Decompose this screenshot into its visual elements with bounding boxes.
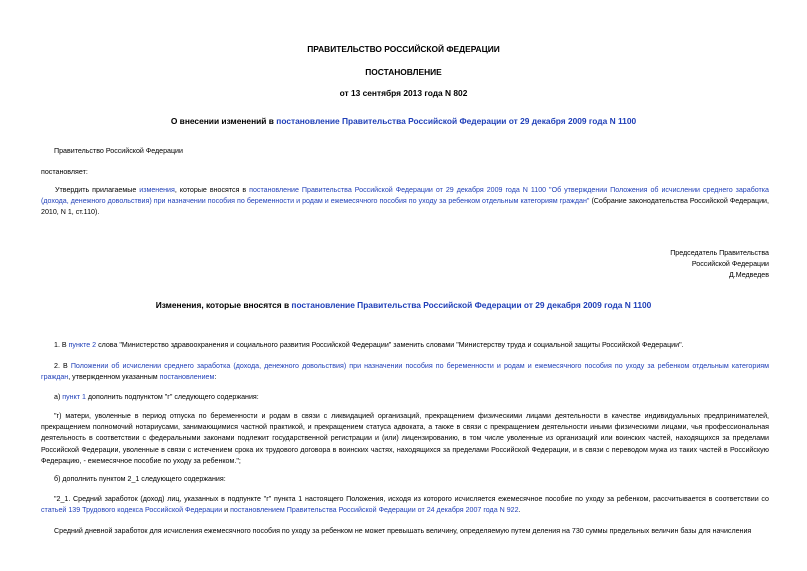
- item2-text-c: :: [214, 373, 217, 382]
- subpoint-g-text: "г) матери, уволенные в период отпуска по беременности и родам в связи с ликвидацией организаций, прекращением физическими лицами деятельности в качестве индивидуальных предпринимателей, прекращением полномочий нотариусами, занимающимися частной практикой, и прекращением статуса адвоката, а также в связи с прекращением деятельности иными физическими лицами, чья профессиональная деятельность в соответствии с федеральными законами подлежит государственной регистрации и (или) лицензированию, в том числе уволенные из организаций или воинских частей, находящихся за пределами Российской Федерации, уволенные в связи с истечением срока их трудового договора в воинских частях, находящихся за пределами Российской Федерации, и в связи с переводом мужа из таких частей в Российскую Федерацию, - ежемесячное пособие по уходу за ребенком.";: [41, 412, 769, 465]
- approve-text-a: Утвердить прилагаемые: [55, 186, 140, 194]
- title-link[interactable]: постановление Правительства Российской Федерации от 29 декабря 2009 года N 1100: [276, 116, 637, 126]
- changes-link[interactable]: изменения: [139, 186, 175, 194]
- subitem-a: [54, 392, 259, 403]
- title-prefix: О внесении изменений в: [170, 116, 277, 126]
- changes-title-link[interactable]: постановление Правительства Российской Федерации от 29 декабря 2009 года N 1100: [291, 300, 652, 310]
- item2-text-b: , утвержденном указанным: [68, 373, 160, 382]
- point-2-1-text: [41, 494, 769, 516]
- changes-title: [0, 300, 807, 310]
- regulation-link[interactable]: Положении об исчислении среднего заработка (дохода, денежного довольствия) при назначении пособия по беременности и родам и ежемесячного пособия по уходу за ребенком отдельным категориям граждан: [41, 362, 769, 382]
- signature-position: Председатель Правительства: [670, 249, 769, 257]
- subitem-a-prefix: а): [54, 393, 63, 401]
- item2-text-a: 2. В: [54, 362, 71, 370]
- p21-text-a: "2_1. Средний заработок (доход) лиц, указанных в подпункте "г" пункта 1 настоящего Положения, исходя из которого исчисляется ежемесячное пособие по уходу за ребенком, рассчитывается в соответствии со: [54, 495, 769, 503]
- daily-earnings-paragraph: Средний дневной заработок для исчисления ежемесячного пособия по уходу за ребенком не может превышать величину, определяемую путем деления на 730 суммы предельных величин базы для начисления: [54, 527, 752, 535]
- changes-title-prefix: Изменения, которые вносятся в: [155, 300, 292, 310]
- subitem-b: б) дополнить пунктом 2_1 следующего содержания:: [54, 475, 226, 483]
- document-title: [0, 116, 807, 126]
- body-paragraph-decree: постановляет:: [41, 168, 88, 176]
- org-heading: ПРАВИТЕЛЬСТВО РОССИЙСКОЙ ФЕДЕРАЦИИ: [307, 44, 500, 54]
- subitem-a-text: дополнить подпунктом "г" следующего содержания:: [85, 393, 259, 401]
- p21-text-c: .: [518, 506, 521, 515]
- item1-text-b: слова "Министерство здравоохранения и социального развития Российской Федерации" заменить словами "Министерству труда и социальной защиты Российской Федерации".: [96, 341, 684, 349]
- change-item-2: [41, 361, 769, 383]
- signature-block: [670, 248, 769, 282]
- resolution-link-2[interactable]: постановлением: [159, 373, 215, 382]
- doc-type-heading: ПОСТАНОВЛЕНИЕ: [365, 67, 442, 77]
- body-paragraph-government: Правительство Российской Федерации: [54, 147, 183, 155]
- body-paragraph-approve: [41, 185, 769, 219]
- labor-code-link[interactable]: статьей 139 Трудового кодекса Российской Федерации: [41, 506, 223, 515]
- resolution-922-link[interactable]: постановлением Правительства Российской Федерации от 24 декабря 2007 года N 922: [230, 506, 519, 515]
- point1-link[interactable]: пункт 1: [62, 393, 86, 401]
- date-heading: от 13 сентября 2013 года N 802: [339, 88, 468, 98]
- resolution-link[interactable]: постановление Правительства Российской Федерации от 29 декабря 2009 года N 1100 "Об утверждении Положения об исчислении среднего заработка (дохода, денежного довольствия) при назначении пособия по беременности и родам и ежемесячного пособия по уходу за ребенком отдельным категориям граждан": [41, 186, 769, 206]
- item1-text-a: 1. В: [54, 341, 69, 349]
- signature-name: Д.Медведев: [728, 271, 769, 280]
- change-item-1: [54, 340, 684, 351]
- p21-text-b: и: [222, 506, 231, 515]
- approve-text-c: (Собрание законодательства Российской Федерации, 2010, N 1, ст.110).: [41, 197, 769, 217]
- signature-country: Российской Федерации: [691, 260, 769, 269]
- item1-link[interactable]: пункте 2: [68, 341, 97, 349]
- approve-text-b: , которые вносятся в: [174, 186, 250, 194]
